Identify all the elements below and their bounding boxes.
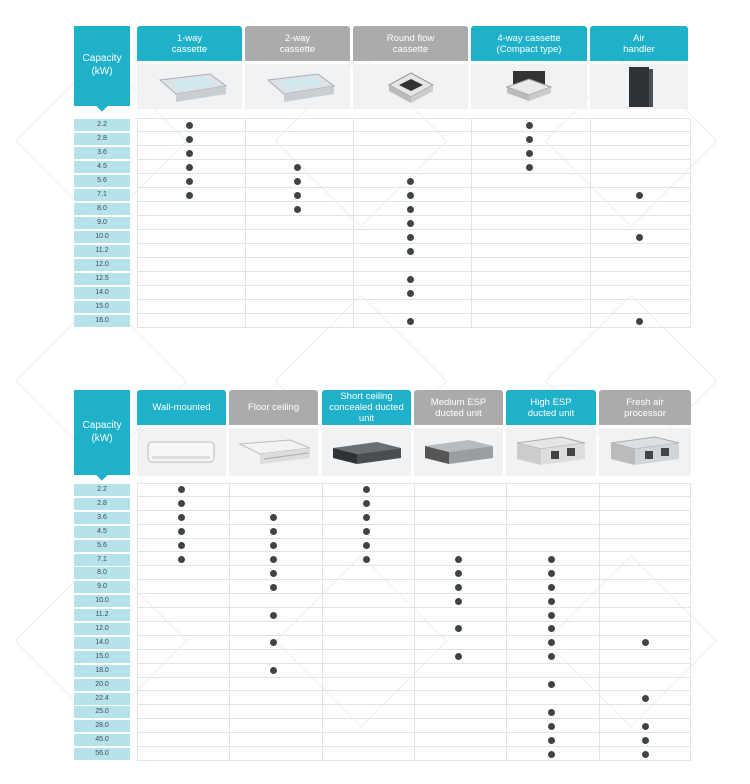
availability-dot [407,220,414,227]
column-header-4way-cassette: 4-way cassette (Compact type) [471,26,587,61]
availability-dot [270,612,277,619]
availability-dot [548,612,555,619]
capacity-cell: 11.2 [74,245,130,257]
column-divider [245,118,246,328]
availability-dot [270,542,277,549]
capacity-cell: 4.5 [74,526,130,538]
capacity-cell: 20.0 [74,679,130,691]
availability-dot [642,737,649,744]
capacity-cell: 18.0 [74,665,130,677]
availability-dot [548,681,555,688]
availability-dot [548,639,555,646]
availability-dot [407,318,414,325]
availability-dot [178,556,185,563]
column-header-short-ducted: Short ceiling concealed ducted unit [322,390,411,425]
capacity-cell: 12.0 [74,259,130,271]
capacity-cell: 16.0 [74,315,130,327]
capacity-cell: 8.0 [74,567,130,579]
capacity-cell: 10.0 [74,231,130,243]
availability-dot [548,723,555,730]
ceiling-cassette-2way-image [245,64,350,109]
column-header-high-esp: High ESP ducted unit [506,390,596,425]
column-divider [471,118,472,328]
capacity-cell: 14.0 [74,637,130,649]
availability-dot [407,206,414,213]
capacity-cell: 9.0 [74,581,130,593]
capacity-cell: 15.0 [74,301,130,313]
column-divider [690,483,691,761]
capacity-cell: 7.1 [74,554,130,566]
availability-dot [363,542,370,549]
capacity-cell: 2.2 [74,484,130,496]
availability-dot [407,248,414,255]
table-row [137,300,690,314]
wall-mounted-image [137,428,226,476]
availability-dot [548,598,555,605]
availability-dot [455,570,462,577]
capacity-cell: 7.1 [74,189,130,201]
column-divider [690,118,691,328]
availability-dot [186,178,193,185]
availability-dot [294,178,301,185]
column-header-air-handler: Air handler [590,26,688,61]
capacity-cell: 45.0 [74,734,130,746]
table-row [137,146,690,160]
capacity-header [74,390,130,475]
availability-dot [548,556,555,563]
column-divider [137,483,138,761]
availability-dot [548,625,555,632]
air-handler-image [590,64,688,109]
availability-dot [548,751,555,758]
availability-dot [548,737,555,744]
availability-dot [455,584,462,591]
column-divider [353,118,354,328]
capacity-cell: 12.0 [74,623,130,635]
availability-dot [526,136,533,143]
availability-dot [407,276,414,283]
capacity-cell: 3.6 [74,512,130,524]
availability-dot [548,709,555,716]
availability-dot [526,164,533,171]
availability-dot [642,751,649,758]
availability-dot [270,556,277,563]
capacity-cell: 56.0 [74,748,130,760]
availability-dot [186,150,193,157]
capacity-cell: 10.0 [74,595,130,607]
column-divider [322,483,323,761]
round-flow-cassette-image [353,64,468,109]
capacity-cell: 9.0 [74,217,130,229]
4way-cassette-image [471,64,587,109]
column-divider [506,483,507,761]
table-row [137,118,690,132]
availability-dot [270,570,277,577]
column-header-ceiling-cassette-2way: 2-way cassette [245,26,350,61]
column-header-floor-ceiling: Floor ceiling [229,390,318,425]
column-divider [590,118,591,328]
availability-dot [407,178,414,185]
capacity-cell: 15.0 [74,651,130,663]
capacity-cell: 25.0 [74,706,130,718]
availability-dot [186,136,193,143]
availability-dot [294,192,301,199]
capacity-cell: 14.0 [74,287,130,299]
capacity-cell: 8.0 [74,203,130,215]
availability-dot [294,206,301,213]
availability-dot [186,192,193,199]
capacity-cell: 2.8 [74,498,130,510]
column-divider [137,118,138,328]
availability-dot [526,150,533,157]
availability-dot [642,695,649,702]
availability-dot [270,584,277,591]
capacity-header-label: Capacity (kW) [82,53,122,77]
table-row [137,258,690,272]
ceiling-cassette-1way-image [137,64,242,109]
availability-dot [548,570,555,577]
availability-dot [407,234,414,241]
availability-dot [294,164,301,171]
capacity-cell: 5.6 [74,540,130,552]
capacity-cell: 12.5 [74,273,130,285]
column-divider [229,483,230,761]
table-row [137,132,690,146]
column-divider [414,483,415,761]
fresh-air-image [599,428,691,476]
capacity-header-label: Capacity (kW) [82,419,122,444]
column-header-fresh-air: Fresh air processor [599,390,691,425]
availability-dot [407,192,414,199]
availability-dot [642,723,649,730]
high-esp-image [506,428,596,476]
capacity-cell: 22.4 [74,693,130,705]
availability-dot [636,192,643,199]
table-row [137,160,690,174]
capacity-cell: 28.0 [74,720,130,732]
availability-dot [186,164,193,171]
availability-dot [455,556,462,563]
availability-dot [548,653,555,660]
availability-dot [526,122,533,129]
availability-dot [455,598,462,605]
column-header-wall-mounted: Wall-mounted [137,390,226,425]
availability-dot [642,639,649,646]
availability-dot [636,234,643,241]
availability-dot [178,542,185,549]
capacity-cell: 4.5 [74,161,130,173]
short-ducted-image [322,428,411,476]
column-header-medium-esp: Medium ESP ducted unit [414,390,503,425]
availability-dot [636,318,643,325]
column-header-ceiling-cassette-1way: 1-way cassette [137,26,242,61]
capacity-cell: 5.6 [74,175,130,187]
availability-dot [548,584,555,591]
capacity-header [74,26,130,106]
availability-dot [363,556,370,563]
availability-dot [186,122,193,129]
column-header-round-flow-cassette: Round flow cassette [353,26,468,61]
capacity-cell: 3.6 [74,147,130,159]
column-divider [599,483,600,761]
capacity-cell: 11.2 [74,609,130,621]
capacity-cell: 2.8 [74,133,130,145]
floor-ceiling-image [229,428,318,476]
capacity-cell: 2.2 [74,119,130,131]
medium-esp-image [414,428,503,476]
availability-dot [407,290,414,297]
